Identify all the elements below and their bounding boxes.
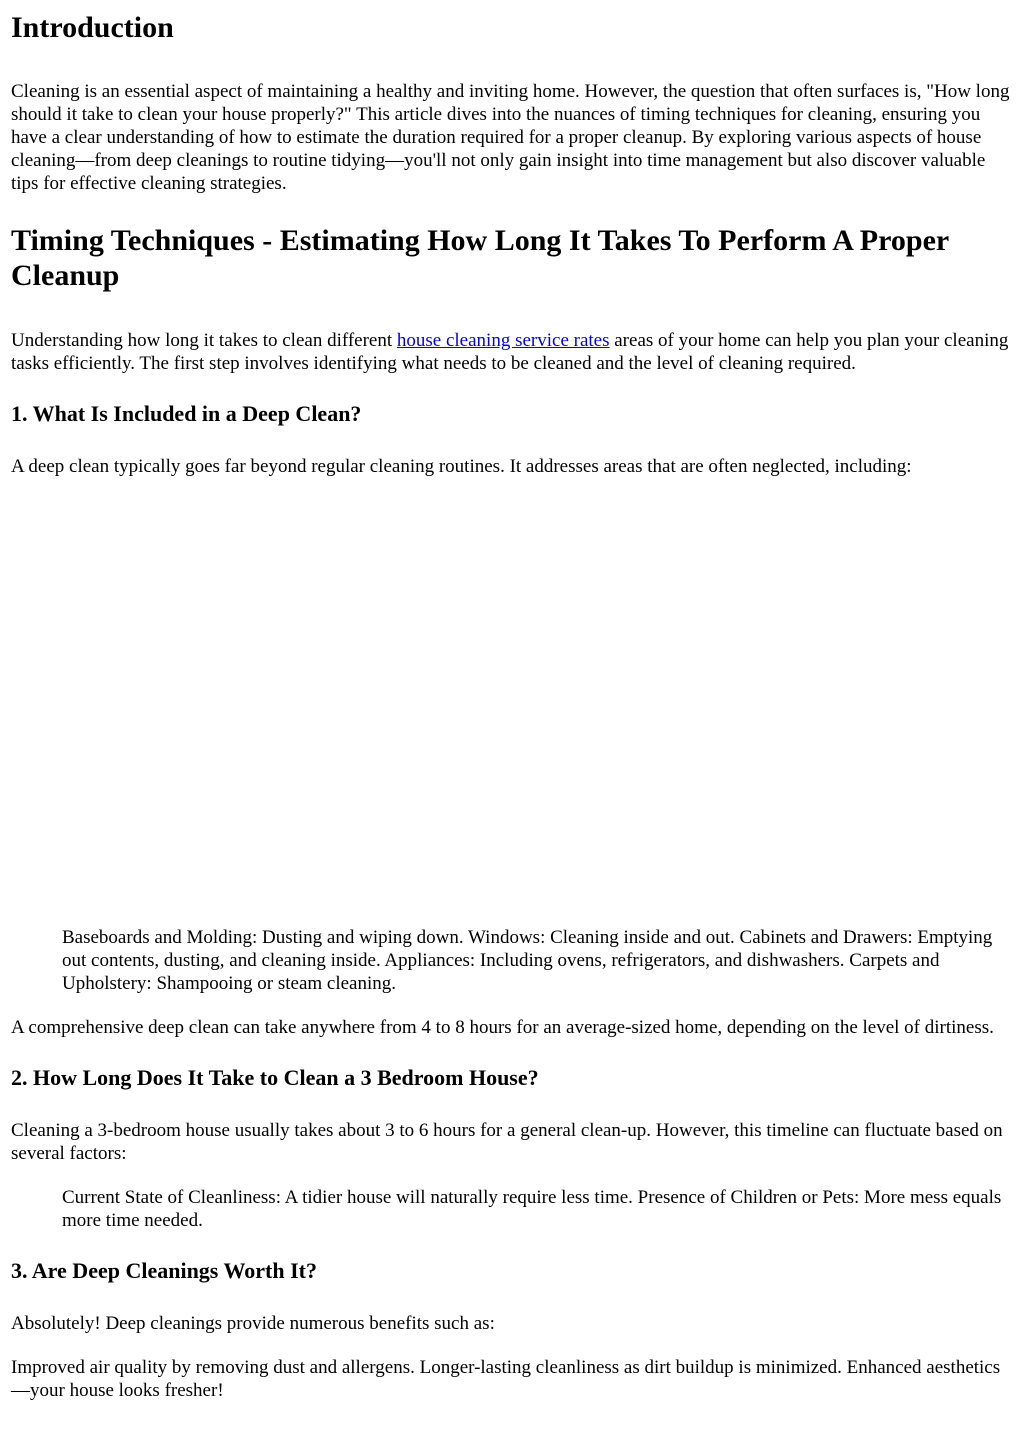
timing-heading: Timing Techniques - Estimating How Long It Takes To Perform A Proper Cleanup xyxy=(11,224,949,292)
intro-heading: Introduction xyxy=(11,11,174,44)
deep-clean-list: Baseboards and Molding: Dusting and wiping down. Windows: Cleaning inside and out. Cabinets and Drawers: Emptying out contents, dusting, and cleaning inside. Appliances: Including ovens, refrigerators, and dishwashers. Carpets and Upholstery: Shampooing or steam cleaning. xyxy=(62,927,993,994)
timing-text-before-link: Understanding how long it takes to clean different xyxy=(11,330,397,351)
deep-clean-heading: 1. What Is Included in a Deep Clean? xyxy=(11,401,362,426)
house-cleaning-rates-link[interactable]: house cleaning service rates xyxy=(396,330,610,351)
worth-it-paragraph: Absolutely! Deep cleanings provide numerous benefits such as: xyxy=(11,1313,495,1334)
worth-it-benefits: Improved air quality by removing dust and allergens. Longer-lasting cleanliness as dirt buildup is minimized. Enhanced aesthetics—your house looks fresher! xyxy=(11,1357,1001,1401)
blank-image-area xyxy=(11,478,1013,926)
three-bedroom-factors: Current State of Cleanliness: A tidier house will naturally require less time. Presence of Children or Pets: More mess equals more time needed. xyxy=(62,1187,1002,1231)
three-bedroom-paragraph: Cleaning a 3-bedroom house usually takes about 3 to 6 hours for a general clean-up. However, this timeline can fluctuate based on several factors: xyxy=(11,1120,1003,1164)
three-bedroom-heading: 2. How Long Does It Take to Clean a 3 Bedroom House? xyxy=(11,1065,539,1090)
worth-it-heading: 3. Are Deep Cleanings Worth It? xyxy=(11,1258,317,1283)
timing-text-after-link: areas of your home can help you plan your cleaning tasks efficiently. The first step involves identifying what needs to be cleaned and the level of cleaning required. xyxy=(11,330,1009,374)
deep-clean-summary: A comprehensive deep clean can take anywhere from 4 to 8 hours for an average-sized home, depending on the level of dirtiness. xyxy=(11,1017,994,1038)
intro-paragraph: Cleaning is an essential aspect of maintaining a healthy and inviting home. However, the question that often surfaces is, "How long should it take to clean your house properly?" This article dives into the nuances of timing techniques for cleaning, ensuring you have a clear understanding of how to estimate the duration required for a proper cleanup. By exploring various aspects of house cleaning—from deep cleanings to routine tidying—you'll not only gain insight into time management but also discover valuable tips for effective cleaning strategies. xyxy=(11,81,1010,194)
article xyxy=(0,10,1024,1402)
timing-paragraph xyxy=(11,329,1013,375)
deep-clean-paragraph: A deep clean typically goes far beyond regular cleaning routines. It addresses areas that are often neglected, including: xyxy=(11,456,912,477)
